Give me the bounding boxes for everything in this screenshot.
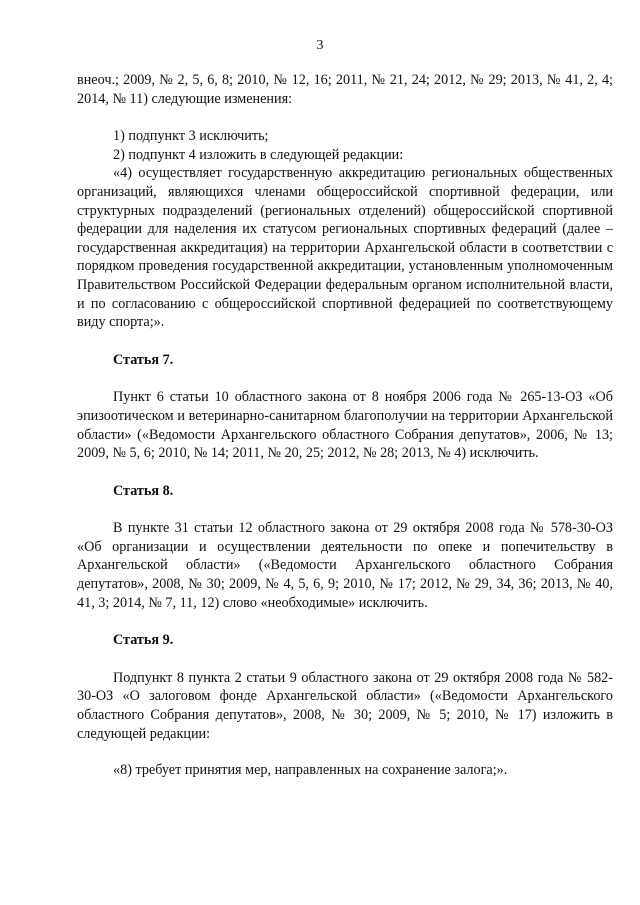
page-number: 3 xyxy=(316,38,324,53)
document-body xyxy=(77,71,613,780)
article-7-title: Статья 7. xyxy=(113,351,174,368)
article-8-text: В пункте 31 статьи 12 областного закона от 29 октября 2008 года № 578-30-ОЗ «Об организации и осуществлении деятельности по опеке и попечительству в Архангельской области» («Ведомости Архангельского областного Собрания депутатов», 2008, № 30; 2009, № 4, 5, 6, 9; 2010, № 17; 2012, № 29, 34, 36; 2013, № 40, 41, 3; 2014, № 7, 11, 12) слово «необходимые» исключить. xyxy=(77,520,613,611)
article-7-text: Пункт 6 статьи 10 областного закона от 8 ноября 2006 года № 265-13-ОЗ «Об эпизоотическом и ветеринарно-санитарном благополучии на территории Архангельской области» («Ведомости Архангельского областного Собрания депутатов», 2006, № 13; 2009, № 5, 6; 2010, № 14; 2011, № 20, 25; 2012, № 28; 2013, № 4) исключить. xyxy=(77,389,613,462)
article-9-text: Подпункт 8 пункта 2 статьи 9 областного закона от 29 октября 2008 года № 582-30-ОЗ «О залоговом фонде Архангельской области» («Ведомости Архангельского областного Собрания депутатов», 2008, № 30; 2009, № 5; 2010, № 17) изложить в следующей редакции: xyxy=(77,669,613,742)
list-item-1: 1) подпункт 3 исключить; xyxy=(113,128,269,145)
quoted-subparagraph-4: «4) осуществляет государственную аккредитацию региональных общественных организаций, являющихся членами общероссийской спортивной федерации, или структурных подразделений (региональных отделений) общероссийской спортивной федерации для наделения их статусом региональных спортивных федераций (далее – государственная аккредитация) на территории Архангельской области в соответствии с порядком проведения государственной аккредитации, установленным уполномоченным Правительством Российской Федерации федеральным органом исполнительной власти, и по согласованию с общероссийской спортивной федерацией по соответствующему виду спорта;». xyxy=(77,165,613,331)
article-8-title: Статья 8. xyxy=(113,482,174,499)
article-9-title: Статья 9. xyxy=(113,632,174,649)
list-item-2: 2) подпункт 4 изложить в следующей редакции: xyxy=(113,146,404,163)
article-9-quote: «8) требует принятия мер, направленных на сохранение залога;». xyxy=(113,762,508,779)
paragraph-continuation: внеоч.; 2009, № 2, 5, 6, 8; 2010, № 12, 16; 2011, № 21, 24; 2012, № 29; 2013, № 41, 2, 4; 2014, № 11) следующие изменения: xyxy=(77,72,613,107)
